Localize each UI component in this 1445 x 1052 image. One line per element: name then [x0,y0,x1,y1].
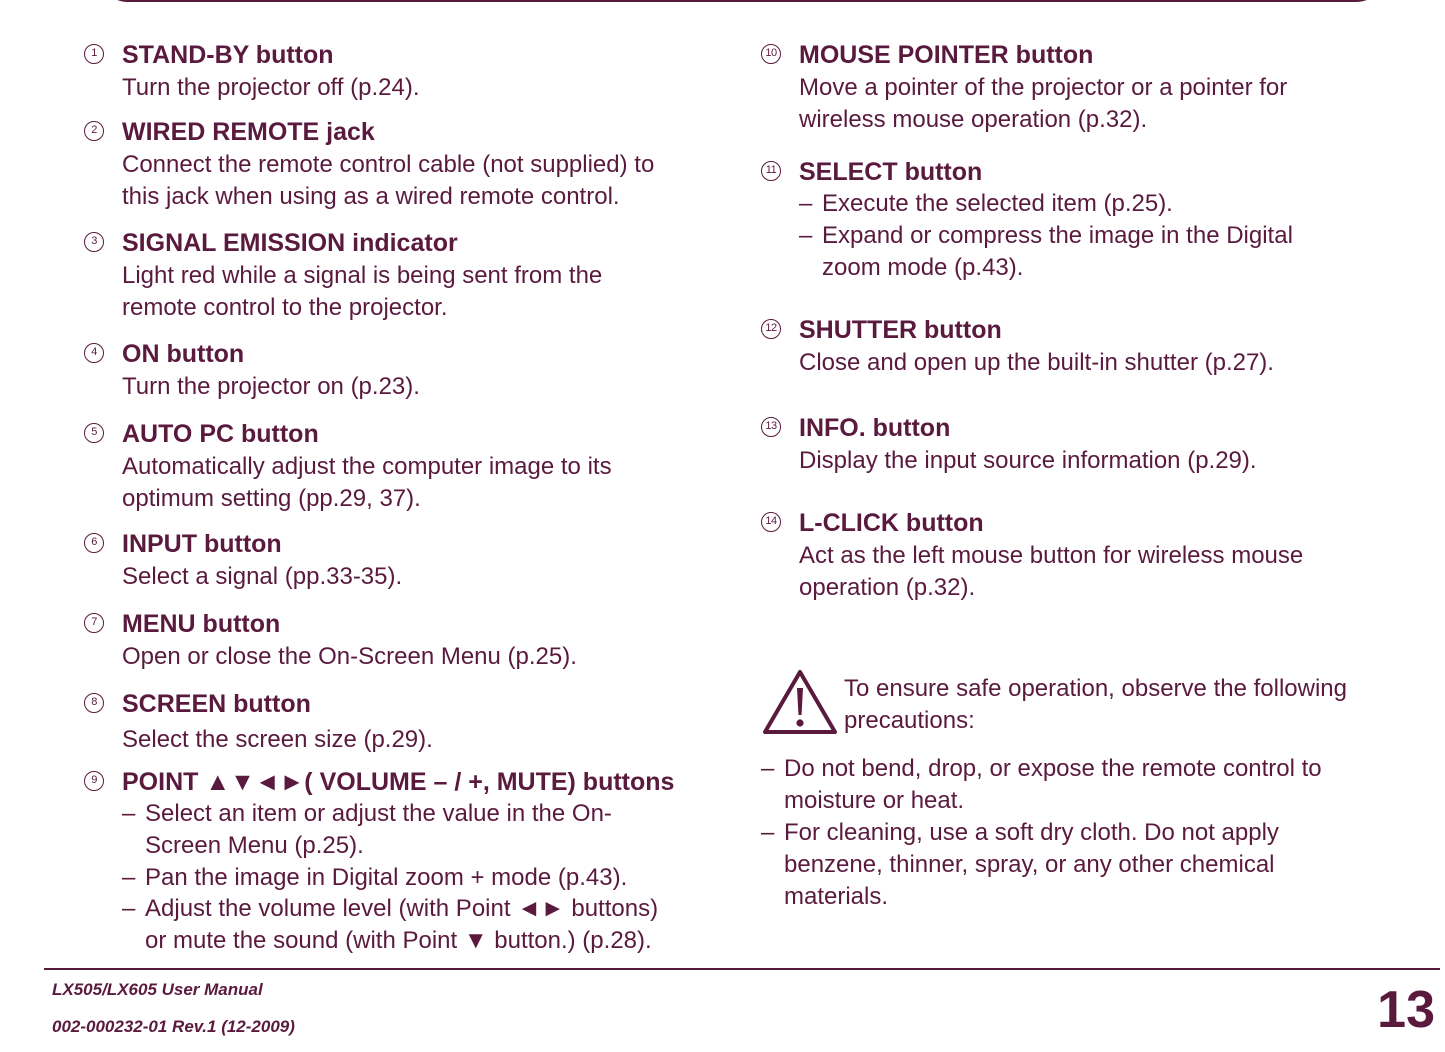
desc-line: Open or close the On-Screen Menu (p.25). [122,643,577,670]
bullet-line: Execute the selected item (p.25). [822,190,1173,217]
desc-line: Display the input source information (p.29). [799,447,1257,474]
bullet-line: or mute the sound (with Point ▼ button.) (p.28). [145,927,652,954]
item-desc [799,540,1303,604]
desc-line: this jack when using as a wired remote control. [122,183,620,210]
item-number: 2 [84,121,104,141]
warning-triangle-icon [762,668,838,741]
bullet-text [145,798,612,862]
desc-line: Light red while a signal is being sent from the [122,262,603,289]
item-title: MOUSE POINTER button [799,41,1094,69]
dash-marker: – [122,895,136,922]
item-title: INPUT button [122,530,282,558]
bullet-text [145,862,627,894]
item-desc [122,149,654,213]
item-number: 13 [761,417,781,437]
item-number: 5 [84,423,104,443]
item-title: ON button [122,340,245,368]
desc-line: Select the screen size (p.29). [122,726,433,753]
item-desc [122,561,402,593]
bullet-line: materials. [784,883,889,910]
desc-line: Connect the remote control cable (not supplied) to [122,151,655,178]
item-number: 3 [84,232,104,252]
dash-marker: – [122,800,136,827]
item-desc [122,260,602,324]
item-desc [122,72,419,104]
footer-doc-id: 002-000232-01 Rev.1 (12-2009) [52,1017,295,1036]
desc-line: operation (p.32). [799,574,976,601]
desc-line: Move a pointer of the projector or a pointer for [799,74,1288,101]
item-desc [122,641,577,673]
bullet-line: Expand or compress the image in the Digital [822,222,1293,249]
footer-manual-title: LX505/LX605 User Manual [52,980,263,999]
item-number: 8 [84,693,104,713]
bullet-line: Adjust the volume level (with Point ◄► buttons) [145,895,659,922]
caution-intro [844,673,1347,737]
item-title: INFO. button [799,414,951,442]
item-number: 7 [84,613,104,633]
bullet-line: moisture or heat. [784,787,965,814]
desc-line: optimum setting (pp.29, 37). [122,485,421,512]
item-title: L-CLICK button [799,509,984,537]
caution-line: To ensure safe operation, observe the following [844,675,1347,702]
bullet-line: zoom mode (p.43). [822,254,1024,281]
item-number: 6 [84,533,104,553]
desc-line: Close and open up the built-in shutter (p.27). [799,349,1274,376]
desc-line: Turn the projector on (p.23). [122,373,420,400]
footer-divider [44,968,1440,970]
item-desc [799,72,1287,136]
item-title: SHUTTER button [799,316,1002,344]
desc-line: Select a signal (pp.33-35). [122,563,403,590]
dash-marker: – [761,819,775,846]
bullet-text [822,188,1173,220]
desc-line: Turn the projector off (p.24). [122,74,420,101]
item-title: STAND-BY button [122,41,334,69]
item-number: 11 [761,161,781,181]
item-number: 12 [761,319,781,339]
item-number: 9 [84,771,104,791]
item-desc [122,371,420,403]
desc-line: wireless mouse operation (p.32). [799,106,1148,133]
bullet-line: Pan the image in Digital zoom + mode (p.43). [145,864,628,891]
dash-marker: – [799,222,813,249]
item-title: POINT ▲▼◄►( VOLUME – / +, MUTE) buttons [122,768,675,796]
item-title: AUTO PC button [122,420,319,448]
bullet-text [822,220,1293,284]
item-number: 10 [761,44,781,64]
item-number: 1 [84,44,104,64]
page-number: 13 [1377,981,1435,1039]
caution-line: precautions: [844,707,975,734]
item-desc [799,445,1257,477]
bullet-line: Select an item or adjust the value in the On- [145,800,612,827]
desc-line: Automatically adjust the computer image to its [122,453,612,480]
bullet-line: Do not bend, drop, or expose the remote control to [784,755,1322,782]
item-title: WIRED REMOTE jack [122,118,375,146]
item-number: 4 [84,343,104,363]
item-title: SCREEN button [122,690,311,718]
item-title: SIGNAL EMISSION indicator [122,229,458,257]
item-number: 14 [761,512,781,532]
bullet-text [784,817,1279,913]
top-frame-border [98,0,1386,2]
dash-marker: – [122,864,136,891]
bullet-line: Screen Menu (p.25). [145,832,364,859]
item-desc [799,347,1274,379]
item-title: SELECT button [799,158,983,186]
dash-marker: – [761,755,775,782]
bullet-text [145,893,658,957]
bullet-text [784,753,1322,817]
item-desc [122,451,612,515]
desc-line: Act as the left mouse button for wireless mouse [799,542,1304,569]
bullet-line: For cleaning, use a soft dry cloth. Do not apply [784,819,1279,846]
item-title: MENU button [122,610,281,638]
bullet-line: benzene, thinner, spray, or any other chemical [784,851,1275,878]
dash-marker: – [799,190,813,217]
item-desc [122,724,433,756]
desc-line: remote control to the projector. [122,294,448,321]
